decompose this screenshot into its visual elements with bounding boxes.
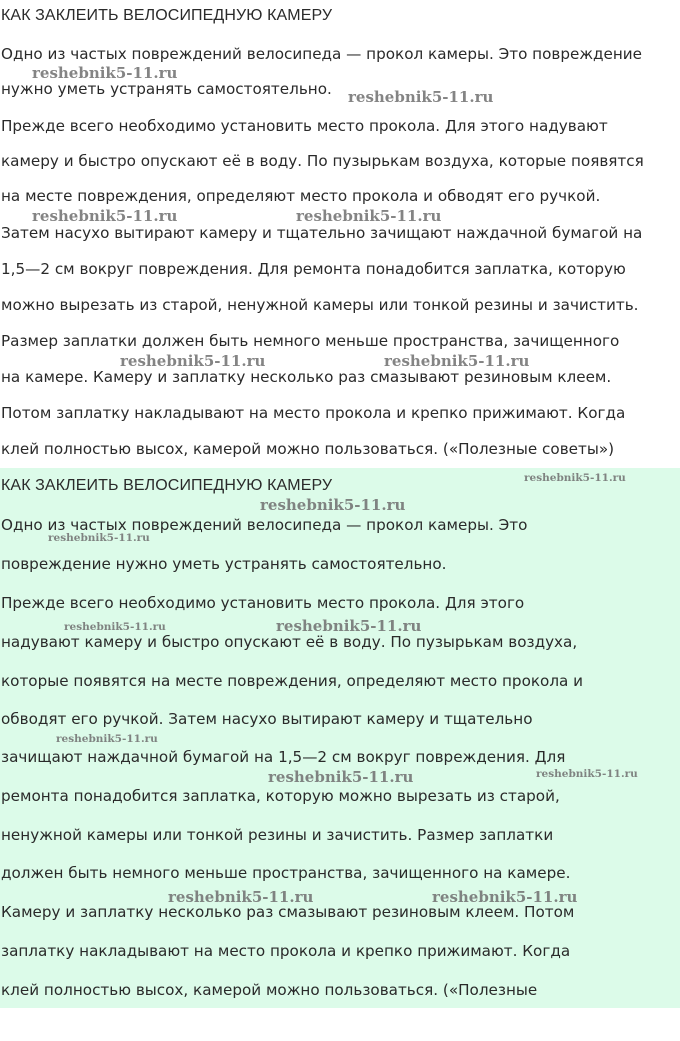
top-line-3: Прежде всего необходимо установить место прокола. Для этого надувают bbox=[1, 117, 608, 135]
watermark: reshebnik5-11.ru bbox=[64, 621, 166, 633]
top-line-7: 1,5—2 см вокруг повреждения. Для ремонта понадобится заплатка, которую bbox=[1, 260, 626, 278]
watermark: reshebnik5-11.ru bbox=[48, 532, 150, 544]
top-heading: КАК ЗАКЛЕИТЬ ВЕЛОСИПЕДНУЮ КАМЕРУ bbox=[1, 7, 333, 24]
watermark: reshebnik5-11.ru bbox=[32, 64, 178, 82]
watermark: reshebnik5-11.ru bbox=[32, 207, 178, 225]
bottom-line-2: повреждение нужно уметь устранять самостоятельно. bbox=[1, 555, 447, 573]
top-line-1: Одно из частых повреждений велосипеда — прокол камеры. Это повреждение bbox=[1, 45, 643, 63]
bottom-heading: КАК ЗАКЛЕИТЬ ВЕЛОСИПЕДНУЮ КАМЕРУ bbox=[1, 477, 333, 494]
bottom-line-12: заплатку накладывают на место прокола и крепко прижимают. Когда bbox=[1, 942, 571, 960]
bottom-line-7: зачищают наждачной бумагой на 1,5—2 см вокруг повреждения. Для bbox=[1, 748, 566, 766]
watermark: reshebnik5-11.ru bbox=[384, 352, 530, 370]
watermark: reshebnik5-11.ru bbox=[268, 768, 414, 786]
bottom-line-8: ремонта понадобится заплатка, которую можно вырезать из старой, bbox=[1, 787, 560, 805]
top-line-2: нужно уметь устранять самостоятельно. bbox=[1, 80, 332, 98]
top-line-8: можно вырезать из старой, ненужной камеры или тонкой резины и зачистить. bbox=[1, 296, 639, 314]
watermark: reshebnik5-11.ru bbox=[168, 888, 314, 906]
top-line-5: на месте повреждения, определяют место прокола и обводят его ручкой. bbox=[1, 187, 601, 205]
watermark: reshebnik5-11.ru bbox=[276, 617, 422, 635]
top-line-4: камеру и быстро опускают её в воду. По пузырькам воздуха, которые появятся bbox=[1, 152, 644, 170]
watermark: reshebnik5-11.ru bbox=[432, 888, 578, 906]
watermark: reshebnik5-11.ru bbox=[56, 733, 158, 745]
watermark: reshebnik5-11.ru bbox=[524, 472, 626, 484]
watermark: reshebnik5-11.ru bbox=[536, 768, 638, 780]
bottom-line-1: Одно из частых повреждений велосипеда — прокол камеры. Это bbox=[1, 516, 528, 534]
top-line-10: на камере. Камеру и заплатку несколько раз смазывают резиновым клеем. bbox=[1, 368, 612, 386]
top-line-11: Потом заплатку накладывают на место прокола и крепко прижимают. Когда bbox=[1, 404, 626, 422]
bottom-line-5: которые появятся на месте повреждения, определяют место прокола и bbox=[1, 672, 584, 690]
bottom-line-13: клей полностью высох, камерой можно пользоваться. («Полезные bbox=[1, 981, 538, 999]
bottom-line-4: надувают камеру и быстро опускают её в воду. По пузырькам воздуха, bbox=[1, 633, 578, 651]
bottom-line-11: Камеру и заплатку несколько раз смазывают резиновым клеем. Потом bbox=[1, 903, 575, 921]
top-text-section bbox=[0, 0, 680, 468]
bottom-line-9: ненужной камеры или тонкой резины и зачистить. Размер заплатки bbox=[1, 826, 554, 844]
top-line-9: Размер заплатки должен быть немного меньше пространства, зачищенного bbox=[1, 332, 620, 350]
bottom-line-3: Прежде всего необходимо установить место прокола. Для этого bbox=[1, 594, 525, 612]
bottom-text-section bbox=[0, 468, 680, 1008]
watermark: reshebnik5-11.ru bbox=[348, 88, 494, 106]
watermark: reshebnik5-11.ru bbox=[260, 496, 406, 514]
top-line-6: Затем насухо вытирают камеру и тщательно зачищают наждачной бумагой на bbox=[1, 224, 643, 242]
watermark: reshebnik5-11.ru bbox=[120, 352, 266, 370]
top-line-12: клей полностью высох, камерой можно пользоваться. («Полезные советы») bbox=[1, 440, 615, 458]
watermark: reshebnik5-11.ru bbox=[296, 207, 442, 225]
bottom-line-10: должен быть немного меньше пространства, зачищенного на камере. bbox=[1, 864, 571, 882]
bottom-line-6: обводят его ручкой. Затем насухо вытирают камеру и тщательно bbox=[1, 710, 533, 728]
